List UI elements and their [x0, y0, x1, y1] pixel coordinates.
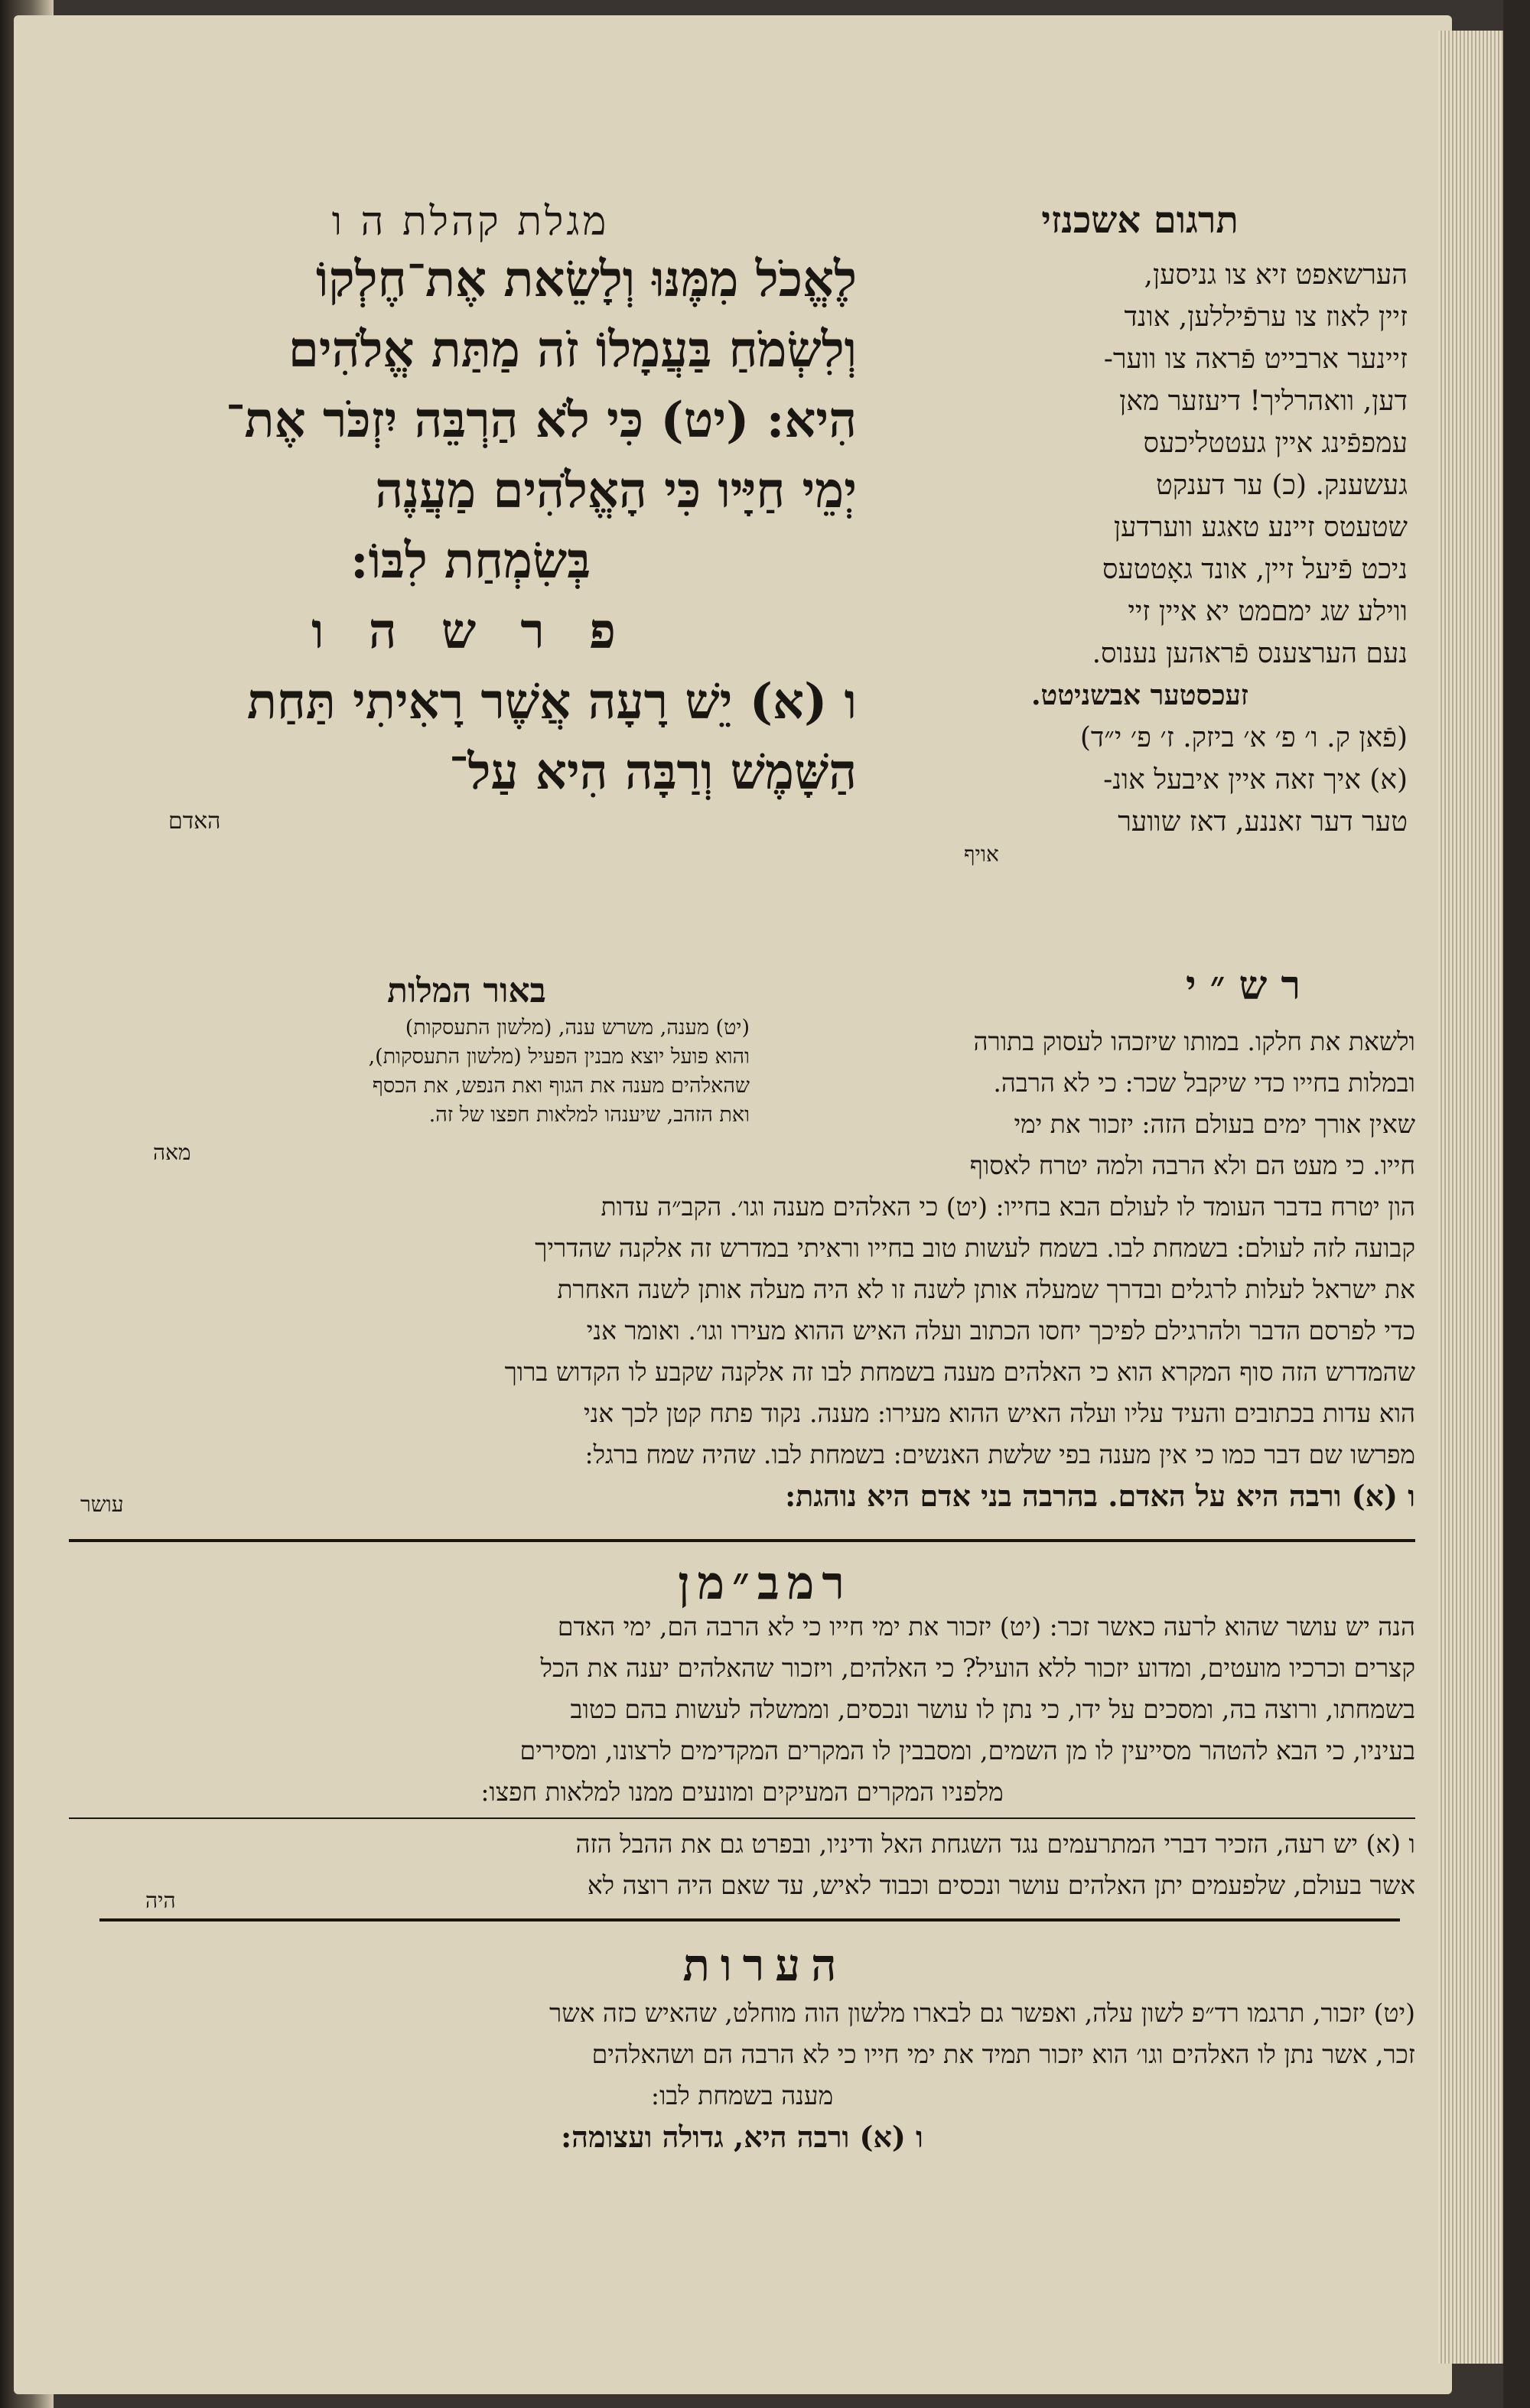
rashi-line: שהמדרש הזה סוף המקרא הוא כי האלהים מענה בשמחת לבו זה אלקנה שקבע לו הקדוש ברוך [504, 1357, 1415, 1387]
biur-line: (יט) מענה, משרש ענה, (מלשון התעסקות) [405, 1016, 750, 1040]
rashi-line: שאין אורך ימים בעולם הזה: יזכור את ימי [1014, 1109, 1415, 1139]
dark-background-edge [1503, 0, 1530, 2408]
rashi-line: ובמלות בחייו כדי שיקבל שכר: כי לא הרבה. [993, 1068, 1415, 1098]
biur-heading: באור המלות [387, 971, 546, 1010]
scripture-catchword: האדם [168, 808, 221, 835]
translation-heading: תרגום אשכנזי [1041, 199, 1239, 242]
ramban-catchword: היה [145, 1888, 176, 1913]
section-divider [99, 1918, 1400, 1922]
translation-line: זיינער ארבייט פֿראה צו ווער- [1103, 343, 1408, 375]
scripture-line: ו (א) יֵשׁ רָעָה אֲשֶׁר רָאִיתִי תַּחַת [246, 673, 857, 731]
ramban-line: ו (א) יש רעה, הזכיר דברי המתרעמים נגד השגחת האל ודיניו, ובפרט גם את ההבל הזה [575, 1829, 1415, 1859]
translation-line: שטעטס זיינע טאגע ווערדען [1113, 512, 1408, 543]
translation-line: עמפפֿינג איין געטטליכעס [1143, 428, 1408, 459]
rashi-commentary [69, 1021, 1415, 1517]
translation-catchword: אויף [964, 843, 999, 866]
rashi-line: חייו. כי מעט הם ולא הרבה ולמה יטרח לאסוף [969, 1150, 1415, 1180]
running-head: מגלת קהלת ה ו [331, 199, 610, 245]
scripture-line: לֶאֱכֹל מִמֶּנּוּ וְלָשֵׂאת אֶת־חֶלְקוֹ [316, 251, 857, 308]
rashi-line: ולשאת את חלקו. במותו שיזכהו לעסוק בתורה [973, 1027, 1415, 1056]
biur-catchword: מאה [153, 1140, 191, 1165]
translation-line: געשענק. (כ) ער דענקט [1155, 470, 1408, 501]
ramban-commentary [69, 1606, 1415, 1906]
chapter-label: פ ר ש ה ו [311, 603, 630, 660]
translation-line: נעם הערצענס פֿראהען נענוס. [1092, 638, 1408, 669]
rashi-label: ר ש ״ י [1185, 962, 1300, 1009]
notes-line: ו (א) ורבה היא, גדולה ועצומה: [561, 2120, 923, 2154]
scripture-line: הַשָּׁמֶשׁ וְרַבָּה הִיא עַל־ [448, 744, 857, 801]
translation-line: (פֿאן ק. ו׳ פ׳ א׳ ביזק. ז׳ פ׳ י״ד) [1079, 722, 1408, 753]
rashi-catchword: עושר [80, 1492, 124, 1517]
rashi-line: את ישראל לעלות לרגלים ובדרך שמעלה אותן לשנה זו לא היה מעלה אותן לשנה האחרת [557, 1274, 1415, 1304]
scripture-line: הִיא: (יט) כִּי לֹא הַרְבֵּה יִזְכֹּר אֶת־ [226, 392, 857, 449]
translation-line: זיין לאוז צו ערפֿיללען, אונד [1124, 301, 1408, 333]
rashi-line: כדי לפרסם הדבר ולהרגילם לפיכך יחסו הכתוב ועלה האיש ההוא מעירו וגו׳. ואומר אני [586, 1316, 1415, 1346]
scripture-line: וְלִשְׂמֹחַ בַּעֲמָלוֹ זֹה מַתַּת אֱלֹהִים [288, 321, 857, 379]
translation-line: ווילע שג ימםמט יא איין זיי [1128, 596, 1408, 627]
rashi-line: הון יטרח בדבר העומד לו לעולם הבא בחייו: (יט) כי האלהים מענה וגו׳. הקב״ה עדות [601, 1192, 1415, 1222]
ramban-line: בשמחתו, ורוצה בה, ומסכים על ידו, כי נתן לו עושר ונכסים, וממשלה לעשות בהם כטוב [570, 1694, 1415, 1724]
notes-title: הערות [682, 1939, 848, 1991]
ramban-line: אשר בעולם, שלפעמים יתן האלהים עושר ונכסים וכבוד לאיש, עד שאם היה רוצה לא [587, 1870, 1415, 1900]
translation-section-head: זעכסטער אבשניטט. [1031, 679, 1248, 711]
biur-line: ואת הזהב, שיענהו למלאות חפצו של זה. [428, 1103, 750, 1127]
scripture-text [84, 199, 857, 835]
scripture-line: יְמֵי חַיָּיו כִּי הָאֱלֹהִים מַעֲנֶה [375, 462, 857, 519]
ramban-inner-divider [69, 1817, 1415, 1819]
biur-line: שהאלהים מענה את הגוף ואת הנפש, את הכסף [372, 1074, 750, 1098]
notes-line: מענה בשמחת לבו: [650, 2081, 834, 2110]
notes-text [69, 1993, 1415, 2158]
translation-line: הערשאפט זיא צו גניסען, [1144, 259, 1408, 291]
ramban-line: בעיניו, כי הבא להטהר מסייעין לו מן השמים, ומסבבין לו המקרים המקדימים לרצונו, ומסירים [519, 1736, 1415, 1765]
rashi-line: הוא עדות בכתובים והעיד עליו ועלה האיש ההוא מעירו: מענה. נקוד פתח קטן לכך אני [583, 1398, 1415, 1428]
ramban-line: קצרים וכרכיו מועטים, ומדוע יזכור ללא הועיל? כי האלהים, ויזכור שהאלהים יענה את הכל [540, 1653, 1415, 1683]
ramban-title: רמב״מן [678, 1557, 852, 1610]
translation-line: טער דער זאננע, דאז שווער [1118, 806, 1408, 838]
translation-line: דען, וואהרליך! דיעזער מאן [1119, 386, 1408, 417]
notes-line: זכר, אשר נתן לו האלהים וגו׳ הוא יזכור תמיד את ימי חייו כי לא הרבה הם ושהאלהים [591, 2039, 1415, 2069]
notes-line: (יט) יזכור, תרגמו רד״פ לשון עלה, ואפשר גם לבארו מלשון הוה מוחלט, שהאיש כזה אשר [549, 1998, 1415, 2028]
biur-line: והוא פועל יוצא מבנין הפעיל (מלשון התעסקות), [368, 1045, 750, 1069]
rashi-line: מפרשו שם דבר כמו כי אין מענה בפי שלשת האנשים: בשמחת לבו. שהיה שמח ברגל: [584, 1440, 1415, 1469]
scripture-line: בְּשִׂמְחַת לִבּוֹ: [350, 532, 591, 590]
section-divider [69, 1539, 1415, 1542]
translation-line: ניכט פֿיעל זיין, אונד גאָטטעס [1102, 554, 1408, 585]
rashi-line: קבועה לזה לעולם: בשמחת לבו. בשמח לעשות טוב בחייו וראיתי במדרש זה אלקנה שהדריך [535, 1233, 1415, 1263]
ramban-line: מלפניו המקרים המעיקים ומונעים ממנו למלאות חפצו: [480, 1777, 1004, 1807]
ramban-line: הנה יש עושר שהוא לרעה כאשר זכר: (יט) יזכור את ימי חייו כי לא הרבה הם, ימי האדם [557, 1612, 1415, 1642]
translation-line: (א) איך זאה איין איבעל אונ- [1103, 764, 1408, 796]
page-edges [1438, 31, 1503, 2364]
rashi-line: ו (א) ורבה היא על האדם. בהרבה בני אדם היא נוהגת: [785, 1479, 1415, 1513]
translation-column [872, 199, 1408, 866]
